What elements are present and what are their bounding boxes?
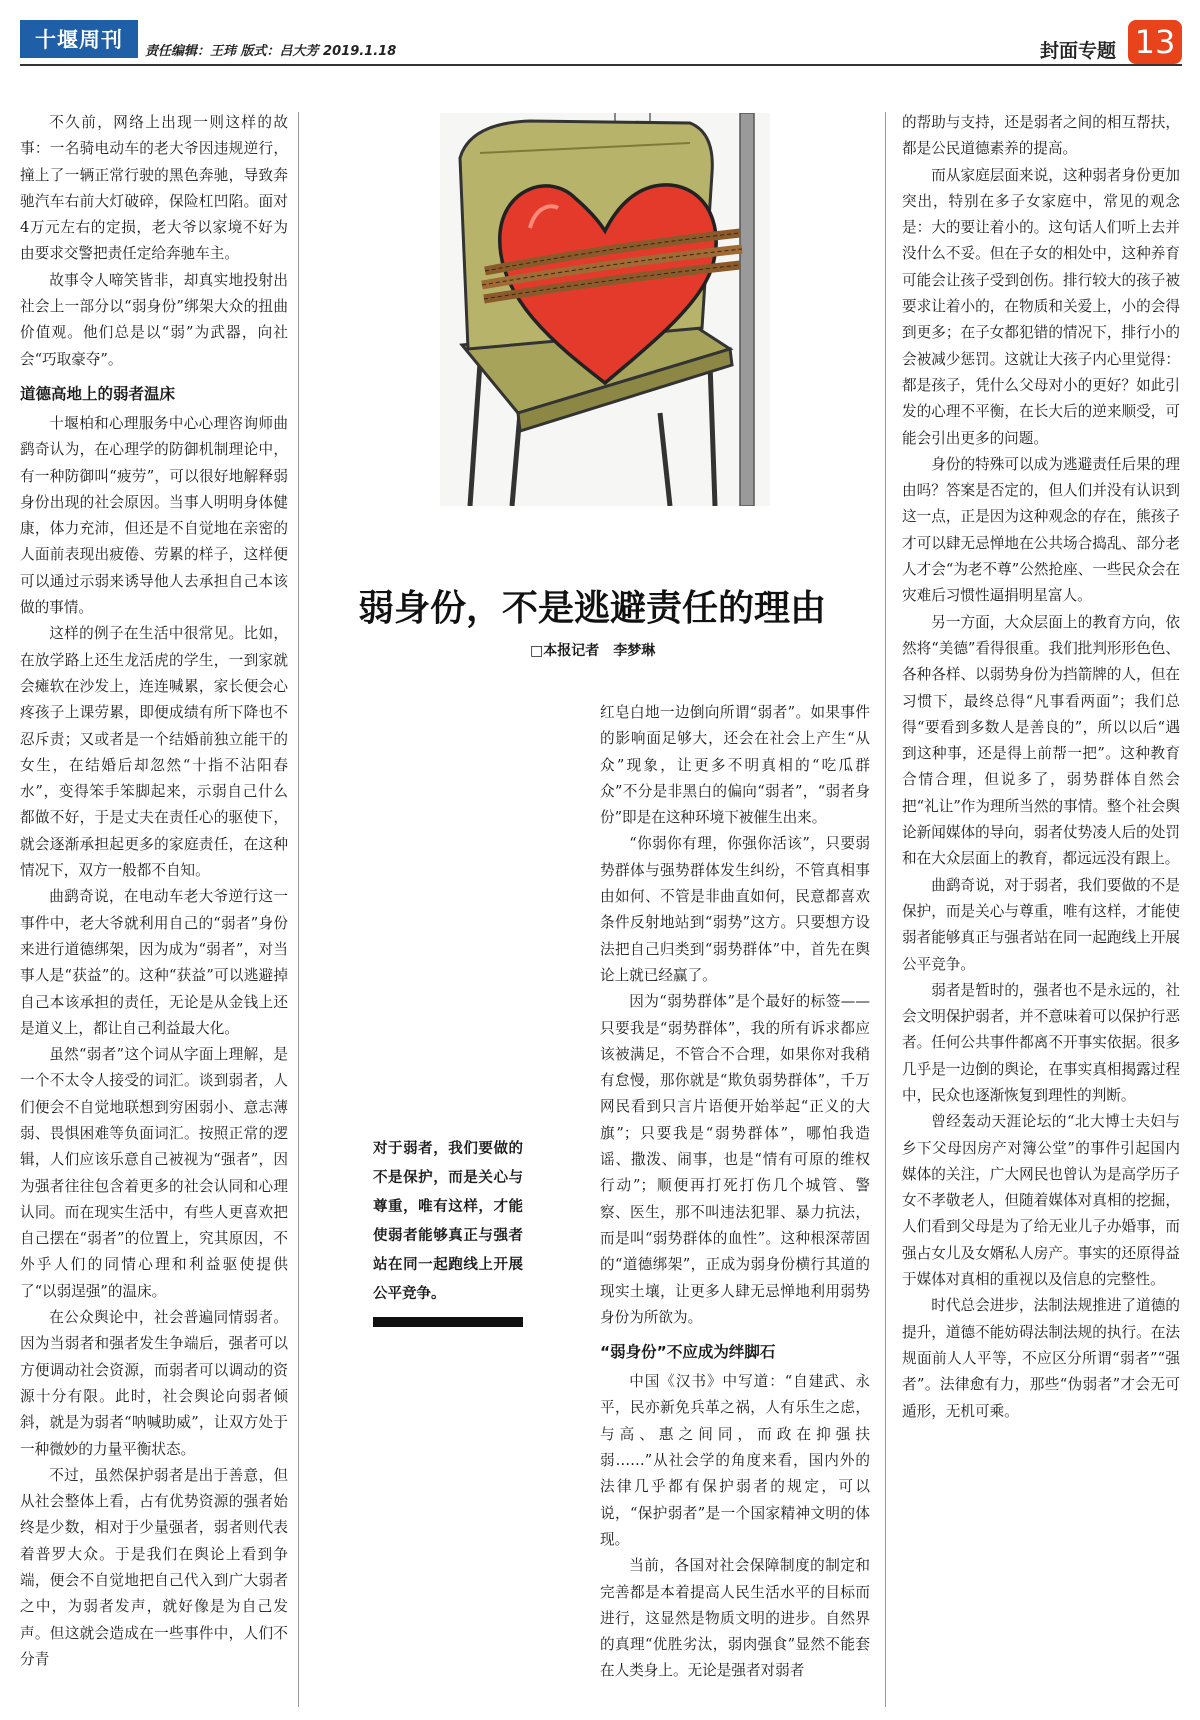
article-byline: □本报记者 李梦琳 xyxy=(530,643,656,659)
article-headline: 弱身份，不是逃避责任的理由 xyxy=(357,588,826,629)
paragraph: 曲鹞奇说，对于弱者，我们要做的不是保护，而是关心与尊重，唯有这样，才能使弱者能够真正与强者站在同一起跑线上开展公平竞争。 xyxy=(902,876,1180,973)
column-divider xyxy=(298,112,299,1707)
paragraph: 中国《汉书》中写道：“自建武、永平，民亦新免兵革之祸，人有乐生之虑，与高、惠之间同，而政在抑强扶弱……”从社会学的角度来看，国内外的法律几乎都有保护弱者的规定，可以说，“保护弱者”是一个国家精神文明的体现。 xyxy=(600,1373,870,1548)
text-column-middle xyxy=(600,700,870,1685)
editor-info: 责任编辑：王玮 版式：吕大芳 2019.1.18 xyxy=(145,44,397,59)
paragraph: 而从家庭层面来说，这种弱者身份更加突出，特别在多子女家庭中，常见的观念是：大的要让着小的。这句话人们听上去并没什么不妥。但在子女的相处中，这种养育可能会让孩子受到创伤。排行较大的孩子被要求让着小的，在物质和关爱上，小的会得到更多；在子女都犯错的情况下，排行小的会被减少惩罚。这就让大孩子内心里觉得：都是孩子，凭什么父母对小的更好？如此引发的心理不平衡，在长大后的逆来顺受，可能会引出更多的问题。 xyxy=(902,166,1180,447)
paragraph: 红皂白地一边倒向所谓“弱者”。如果事件的影响面足够大，还会在社会上产生“从众”现象，让更多不明真相的“吃瓜群众”不分是非黑白的偏向“弱者”，“弱者身份”即是在这种环境下被催生出来。 xyxy=(600,704,870,827)
chair-heart-illustration xyxy=(440,113,770,506)
paragraph: 弱者是暂时的，强者也不是永远的，社会文明保护弱者，并不意味着可以保护行恶者。任何公共事件都离不开事实依据。很多几乎是一边倒的舆论，在事实真相揭露过程中，民众也逐渐恢复到理性的判断。 xyxy=(902,981,1180,1104)
paragraph: 虽然“弱者”这个词从字面上理解，是一个不太令人接受的词汇。谈到弱者，人们便会不自觉地联想到穷困弱小、意志薄弱、畏惧困难等负面词汇。按照正常的逻辑，人们应该乐意自己被视为“强者”，因为强者往往包含着更多的社会认同和心理认同。而在现实生活中，有些人更喜欢把自己摆在“弱者”的位置上，究其原因，不外乎人们的同情心理和利益驱使提供了“以弱逞强”的温床。 xyxy=(20,1046,288,1300)
paragraph: 不过，虽然保护弱者是出于善意，但从社会整体上看，占有优势资源的强者始终是少数，相对于少量强者，弱者则代表着普罗大众。于是我们在舆论上看到争端，便会不自觉地把自己代入到广大弱者之中，为弱者发声，就好像是为自己发声。但这就会造成在一些事件中，人们不分青 xyxy=(20,1466,288,1668)
paragraph: “你弱你有理，你强你活该”，只要弱势群体与强势群体发生纠纷，不管真相事由如何、不管是非曲直如何，民意都喜欢条件反射地站到“弱势”这方。只要想方设法把自己归类到“弱势群体”中，首先在舆论上就已经赢了。 xyxy=(600,835,870,984)
paragraph: 这样的例子在生活中很常见。比如，在放学路上还生龙活虎的学生，一到家就会瘫软在沙发上，连连喊累，家长便会心疼孩子上课劳累，即便成绩有所下降也不忍斥责；又或者是一个结婚前独立能干的女生，在结婚后却忽然“十指不沾阳春水”，变得笨手笨脚起来，示弱自己什么都做不好，于是丈夫在责任心的驱使下，就会逐渐承担起更多的家庭责任，在这种情况下，双方一般都不自知。 xyxy=(20,625,288,880)
pull-quote: 对于弱者，我们要做的不是保护，而是关心与尊重，唯有这样，才能使弱者能够真正与强者站在同一起跑线上开展公平竞争。 xyxy=(373,1141,523,1302)
paragraph: 在公众舆论中，社会普遍同情弱者。因为当弱者和强者发生争端后，强者可以方便调动社会资源，而弱者可以调动的资源十分有限。此时，社会舆论向弱者倾斜，就是为弱者“呐喊助威”，让双方处于一种微妙的力量平衡状态。 xyxy=(20,1309,288,1458)
column-divider xyxy=(885,112,886,1707)
text-column-right xyxy=(902,110,1180,1425)
paragraph: 因为“弱势群体”是个最好的标签——只要我是“弱势群体”，我的所有诉求都应该被满足，不管合不合理，如果你对我稍有怠慢，那你就是“欺负弱势群体”，千万网民看到只言片语便开始举起“正义的大旗”；只要我是“弱势群体”，哪怕我造谣、撒泼、闹事，也是“情有可原的维权行动”；顺便再打死打伤几个城管、警察、医生，那不叫违法犯罪、暴力抗法，而是叫“弱势群体的血性”。这种根深蒂固的“道德绑架”，正成为弱身份横行其道的现实土壤，让更多人肆无忌惮地利用弱势身份为所欲为。 xyxy=(600,993,870,1326)
paragraph: 不久前，网络上出现一则这样的故事：一名骑电动车的老大爷因违规逆行，撞上了一辆正常行驶的黑色奔驰，导致奔驰汽车右前大灯破碎，保险杠凹陷。面对4万元左右的定损，老大爷以家境不好为由要求交警把责任定给奔驰车主。 xyxy=(20,114,288,263)
paragraph: 身份的特殊可以成为逃避责任后果的理由吗？答案是否定的，但人们并没有认识到这一点，正是因为这种观念的存在，熊孩子才可以肆无忌惮地在公共场合捣乱、部分老人才会“为老不尊”公然抢座、一些民众会在灾难后习惯性逼捐明星富人。 xyxy=(902,455,1180,605)
paragraph: 故事令人啼笑皆非，却真实地投射出社会上一部分以“弱身份”绑架大众的扭曲价值观。他们总是以“弱”为武器，向社会“巧取豪夺”。 xyxy=(20,271,288,368)
header-rule xyxy=(20,64,1182,66)
masthead-logo: 十堰周刊 xyxy=(20,20,138,58)
pull-quote-bar xyxy=(373,1317,523,1327)
paragraph: 曾经轰动天涯论坛的“北大博士夫妇与乡下父母因房产对簿公堂”的事件引起国内媒体的关注，广大网民也曾认为是高学历子女不孝敬老人，但随着媒体对真相的挖掘，人们看到父母是为了给无业儿子办婚事，而强占女儿及女婿私人房产。事实的还原得益于媒体对真相的重视以及信息的完整性。 xyxy=(902,1113,1180,1289)
paragraph: 十堰柏和心理服务中心心理咨询师曲鹞奇认为，在心理学的防御机制理论中，有一种防御叫“疲劳”，可以很好地解释弱身份出现的社会原因。当事人明明身体健康，体力充沛，但还是不自觉地在亲密的人面前表现出疲倦、劳累的样子，这样便可以通过示弱来诱导他人去承担自己本该做的事情。 xyxy=(20,414,288,617)
paragraph: 时代总会进步，法制法规推进了道德的提升，道德不能妨碍法制法规的执行。在法规面前人人平等，不应区分所谓“弱者”“强者”。法律愈有力，那些“伪弱者”才会无可遁形，无机可乘。 xyxy=(902,1297,1180,1420)
paragraph: 当前，各国对社会保障制度的制定和完善都是本着提高人民生活水平的目标而进行，这显然是物质文明的进步。自然界的真理“优胜劣汰，弱肉强食”显然不能套在人类身上。无论是强者对弱者 xyxy=(600,1557,870,1680)
text-column-left xyxy=(20,110,288,1673)
section-heading: 道德高地上的弱者温床 xyxy=(20,384,176,403)
section-heading: “弱身份”不应成为绊脚石 xyxy=(600,1343,776,1362)
page-number-badge: 13 xyxy=(1128,20,1182,64)
paragraph: 的帮助与支持，还是弱者之间的相互帮扶，都是公民道德素养的提高。 xyxy=(902,114,1180,158)
paragraph: 曲鹞奇说，在电动车老大爷逆行这一事件中，老大爷就利用自己的“弱者”身份来进行道德绑架，因为成为“弱者”，对当事人是“获益”的。这种“获益”可以逃避掉自己本该承担的责任，无论是从金钱上还是道义上，都让自己利益最大化。 xyxy=(20,888,288,1037)
paragraph: 另一方面，大众层面上的教育方向，依然将“美德”看得很重。我们批判形形色色、各种各样、以弱势身份为挡箭牌的人，但在习惯下，最终总得“凡事看两面”；我们总得“要看到多数人是善良的”，所以以后“遇到这种事，还是得上前帮一把”。这种教育合情合理，但说多了，弱势群体自然会把“礼让”作为理所当然的事情。整个社会舆论新闻媒体的导向，弱者仗势凌人后的处罚和在大众层面上的教育，都远远没有跟上。 xyxy=(902,613,1180,868)
section-title: 封面专题 xyxy=(1040,40,1117,62)
